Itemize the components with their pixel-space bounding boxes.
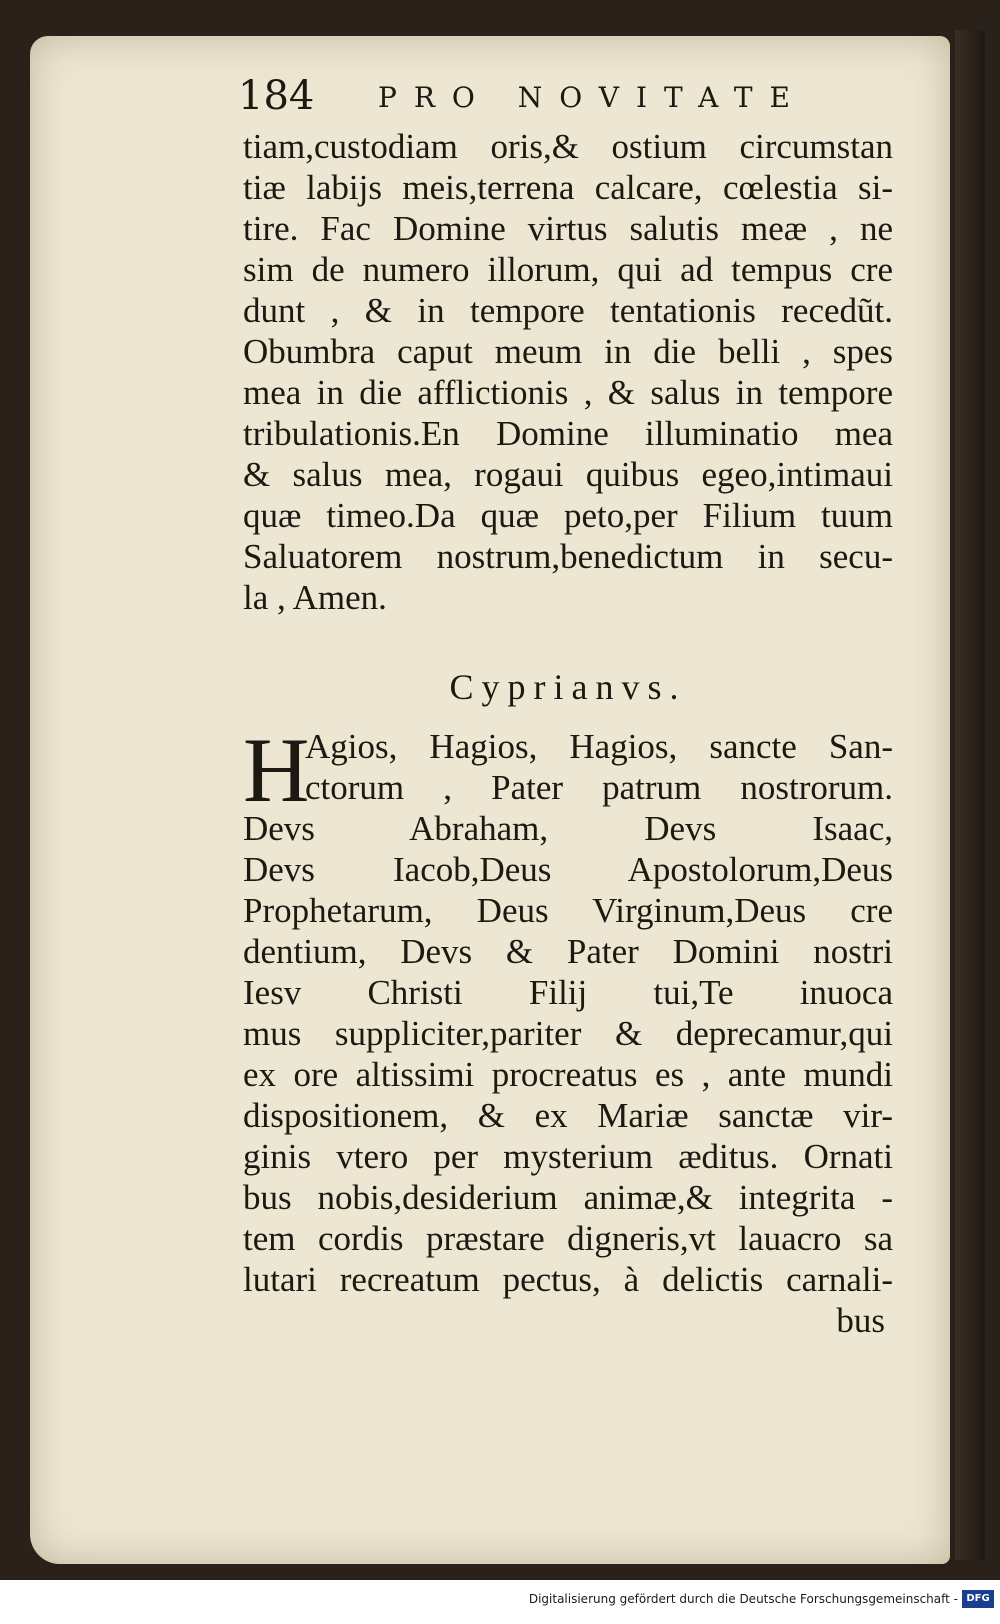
text-line: Devs Iacob,Deus Apostolorum,Deus <box>243 850 893 889</box>
drop-cap-block <box>243 719 893 821</box>
text-line: mea in die afflictionis , & salus in tempore <box>243 373 893 412</box>
drop-cap: H <box>243 719 310 821</box>
cyprian-paragraph <box>243 719 893 1341</box>
text-line: Iesv Christi Filij tui,Te inuoca <box>243 973 893 1012</box>
text-line: tiæ labijs meis,terrena calcare, cœlestia si- <box>243 168 893 207</box>
text-line: Obumbra caput meum in die belli , spes <box>243 332 893 371</box>
text-line: Prophetarum, Deus Virginum,Deus cre <box>243 891 893 930</box>
text-block <box>243 126 893 1341</box>
text-line: mus suppliciter,pariter & deprecamur,qui <box>243 1014 893 1053</box>
footer-credit: Digitalisierung gefördert durch die Deutsche Forschungsgemeinschaft - <box>528 1592 958 1606</box>
book-edge <box>955 30 985 1560</box>
text-line: tiam,custodiam oris,& ostium circumstan <box>243 127 893 166</box>
text-line: Saluatorem nostrum,benedictum in secu- <box>243 537 893 576</box>
footer-bar <box>0 1580 1000 1624</box>
text-line: lutari recreatum pectus, à delictis carnali- <box>243 1260 893 1299</box>
text-line: sim de numero illorum, qui ad tempus cre <box>243 250 893 289</box>
text-line: dunt , & in tempore tentationis recedũt. <box>243 291 893 330</box>
text-line: tem cordis præstare digneris,vt lauacro sa <box>243 1219 893 1258</box>
closing-line: la , Amen. <box>243 578 387 617</box>
catchword: bus <box>836 1301 885 1340</box>
text-line: dentium, Devs & Pater Domini nostri <box>243 932 893 971</box>
text-line: ginis vtero per mysterium æditus. Ornati <box>243 1137 893 1176</box>
text-line: Agios, Hagios, Hagios, sancte San- <box>305 727 893 766</box>
text-line: dispositionem, & ex Mariæ sanctæ vir- <box>243 1096 893 1135</box>
section-heading: Cyprianvs. <box>449 667 687 707</box>
text-line: tire. Fac Domine virtus salutis meæ , ne <box>243 209 893 248</box>
text-line: ctorum , Pater patrum nostrorum. <box>305 768 893 807</box>
page-number: 184 <box>238 73 315 119</box>
dfg-logo: DFG <box>962 1590 994 1608</box>
text-line: ex ore altissimi procreatus es , ante mundi <box>243 1055 893 1094</box>
running-head <box>238 72 838 120</box>
prayer-paragraph <box>243 126 893 618</box>
text-line: bus nobis,desiderium animæ,& integrita - <box>243 1178 893 1217</box>
text-line: quæ timeo.Da quæ peto,per Filium tuum <box>243 496 893 535</box>
text-line: tribulationis.En Domine illuminatio mea <box>243 414 893 453</box>
text-line: Devs Abraham, Devs Isaac, <box>243 809 893 848</box>
running-head-title: PRO NOVITATE <box>378 81 807 114</box>
text-line: & salus mea, rogaui quibus egeo,intimaui <box>243 455 893 494</box>
